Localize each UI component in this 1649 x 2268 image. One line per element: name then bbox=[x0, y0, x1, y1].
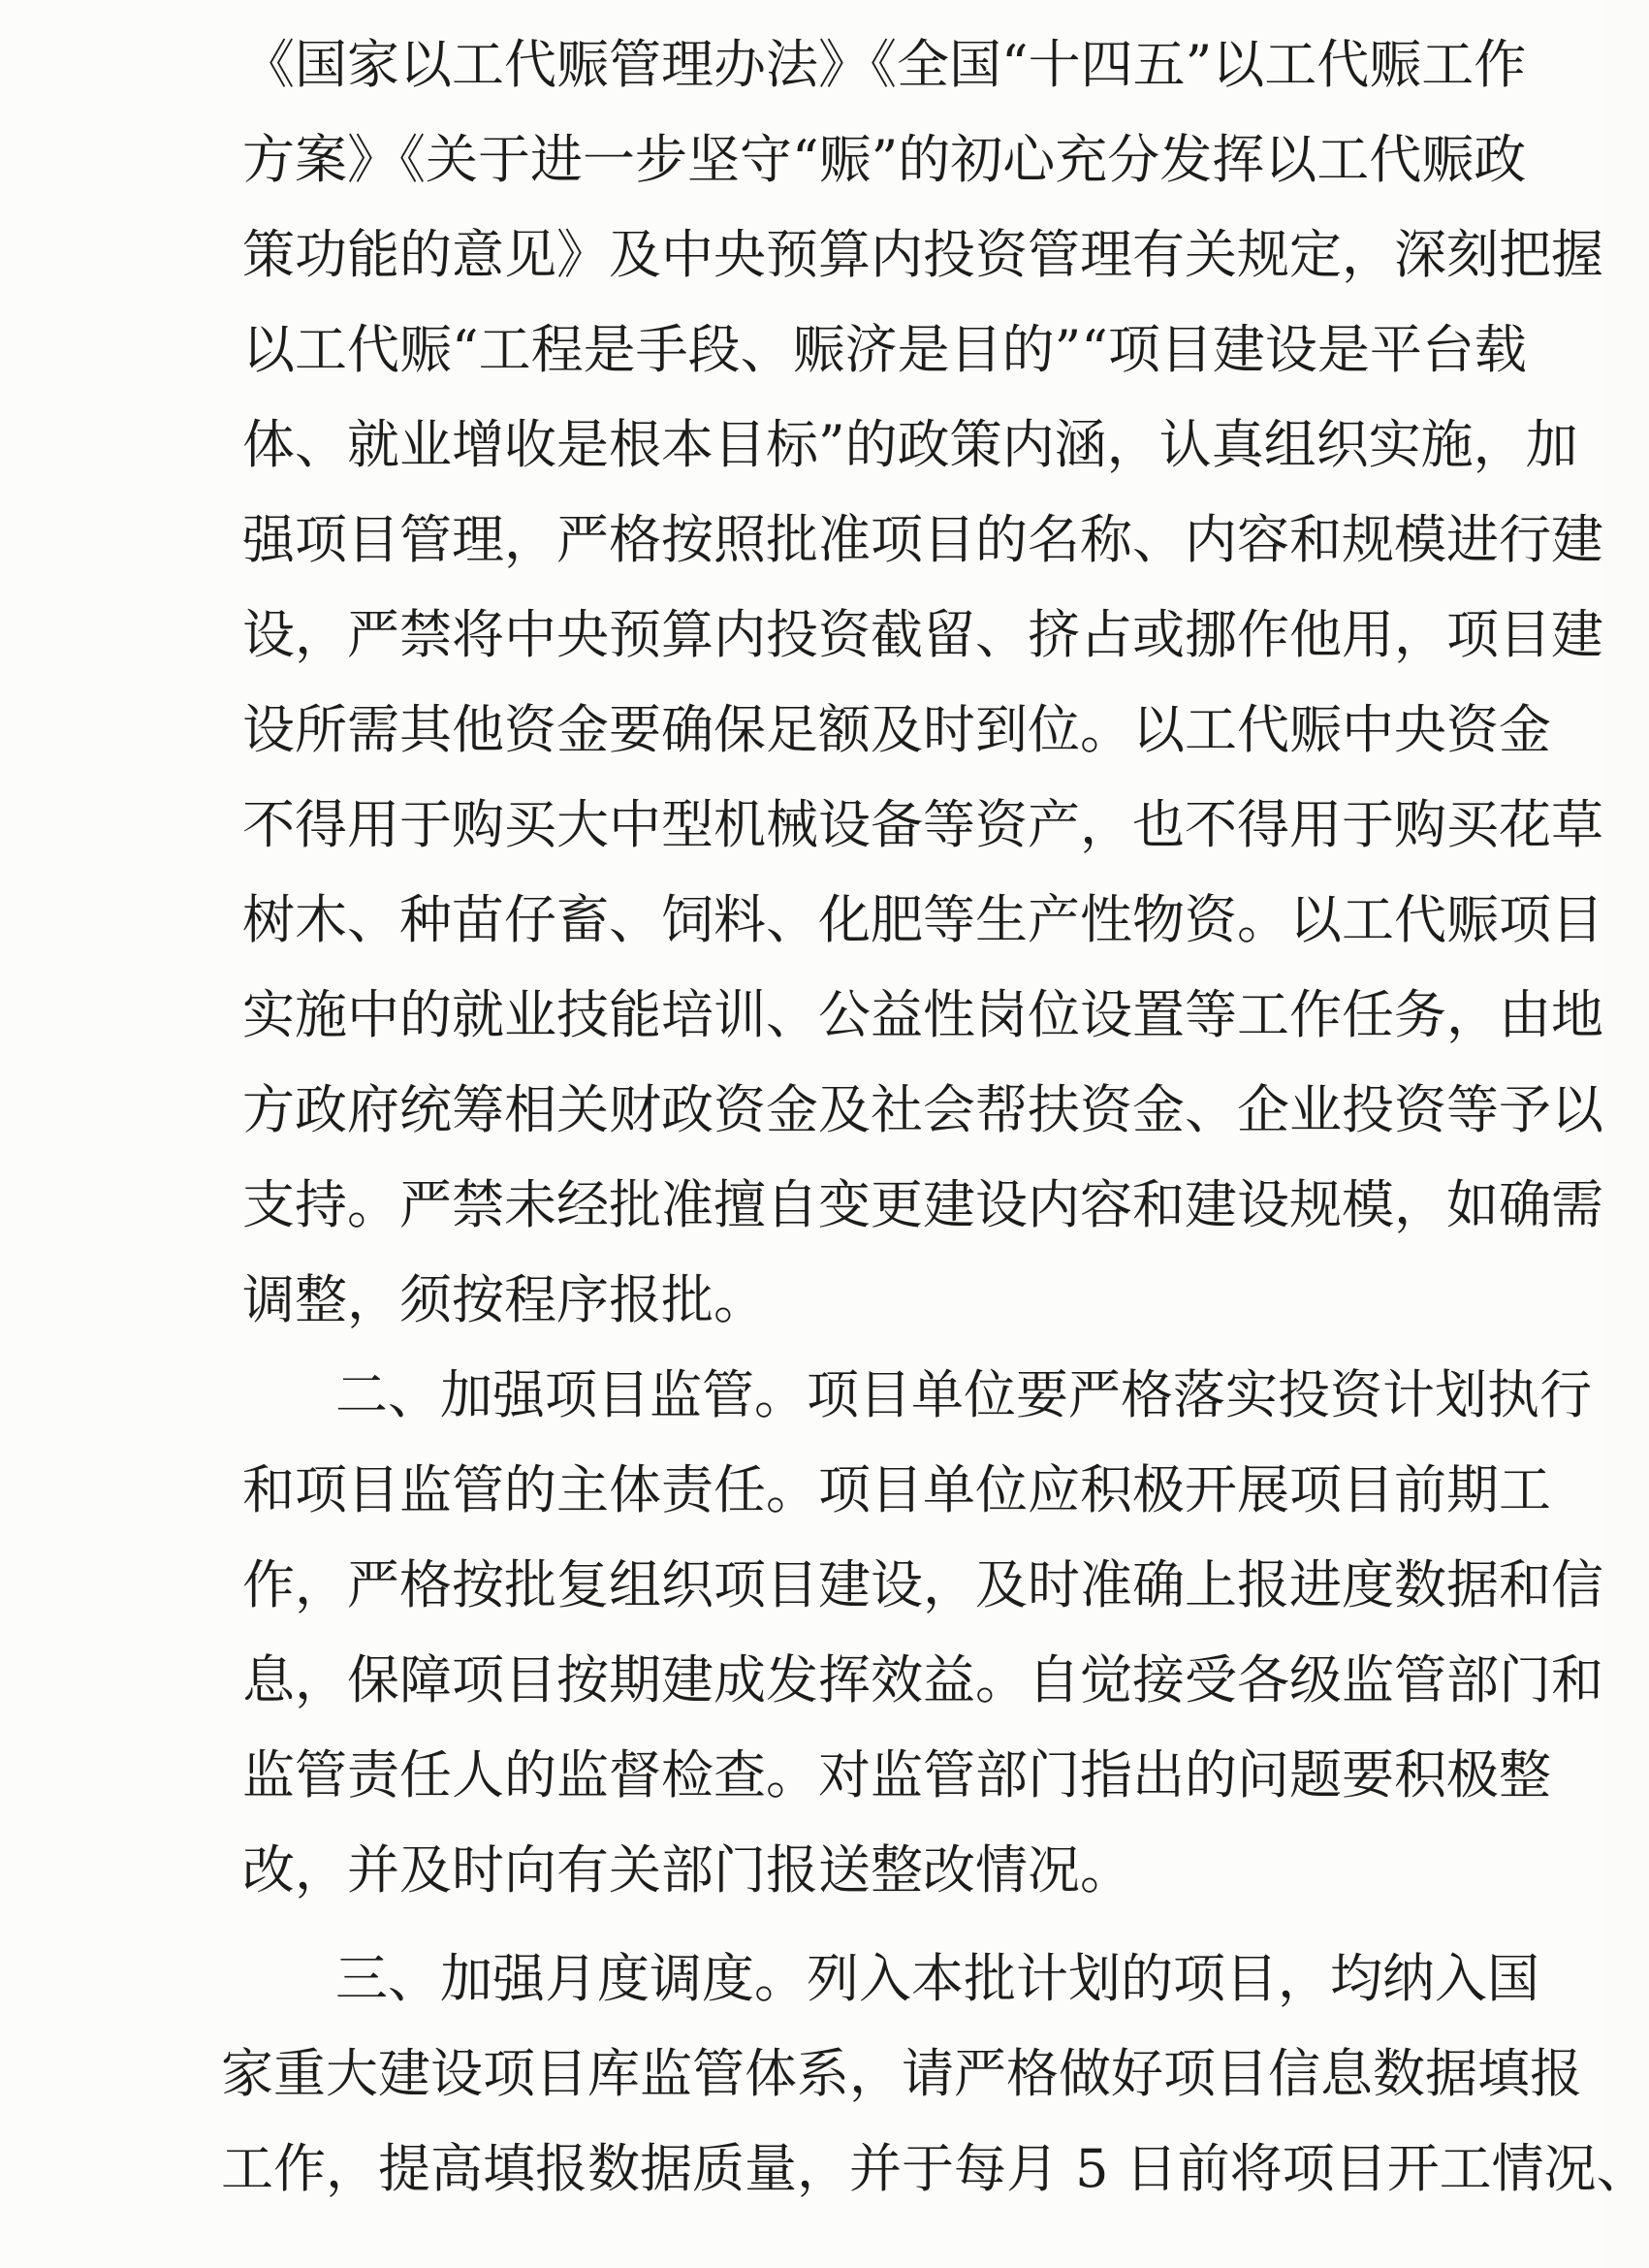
text-line: 工作，提高填报数据质量，并于每月 5 日前将项目开工情况、 bbox=[221, 2138, 1649, 2199]
text-line: 以工代赈“工程是手段、赈济是目的”“项目建设是平台载 bbox=[242, 319, 1527, 380]
text-line: 《国家以工代赈管理办法》《全国“十四五”以工代赈工作 bbox=[242, 34, 1527, 95]
text-line: 策功能的意见》及中央预算内投资管理有关规定，深刻把握 bbox=[242, 224, 1603, 285]
text-line: 息，保障项目按期建成发挥效益。自觉接受各级监管部门和 bbox=[242, 1649, 1603, 1710]
text-line: 作，严格按批复组织项目建设，及时准确上报进度数据和信 bbox=[242, 1554, 1603, 1615]
paragraph-2 bbox=[242, 1348, 1603, 1918]
text-line: 方政府统筹相关财政资金及社会帮扶资金、企业投资等予以 bbox=[242, 1079, 1603, 1140]
text-line: 实施中的就业技能培训、公益性岗位设置等工作任务，由地 bbox=[242, 984, 1603, 1045]
text-line: 调整，须按程序报批。 bbox=[242, 1269, 766, 1330]
text-line: 三、加强月度调度。列入本批计划的项目，均纳入国 bbox=[335, 1948, 1539, 2009]
paragraph-3 bbox=[221, 1932, 1649, 2217]
document-body bbox=[221, 17, 1649, 2217]
text-line: 方案》《关于进一步坚守“赈”的初心充分发挥以工代赈政 bbox=[242, 129, 1527, 190]
text-line: 二、加强项目监管。项目单位要严格落实投资计划执行 bbox=[335, 1364, 1592, 1425]
text-line: 改，并及时向有关部门报送整改情况。 bbox=[242, 1839, 1132, 1901]
text-line: 设所需其他资金要确保足额及时到位。以工代赈中央资金 bbox=[242, 699, 1551, 760]
text-line: 体、就业增收是根本目标”的政策内涵，认真组织实施，加 bbox=[242, 414, 1578, 475]
text-line: 树木、种苗仔畜、饲料、化肥等生产性物资。以工代赈项目 bbox=[242, 889, 1603, 950]
paragraph-1 bbox=[242, 17, 1603, 1348]
text-line: 不得用于购买大中型机械设备等资产，也不得用于购买花草 bbox=[242, 794, 1603, 855]
text-line: 设，严禁将中央预算内投资截留、挤占或挪作他用，项目建 bbox=[242, 604, 1603, 665]
text-line: 强项目管理，严格按照批准项目的名称、内容和规模进行建 bbox=[242, 509, 1603, 570]
text-line: 支持。严禁未经批准擅自变更建设内容和建设规模，如确需 bbox=[242, 1174, 1603, 1235]
text-line: 和项目监管的主体责任。项目单位应积极开展项目前期工 bbox=[242, 1459, 1551, 1520]
text-line: 监管责任人的监督检查。对监管部门指出的问题要积极整 bbox=[242, 1744, 1551, 1805]
text-line: 家重大建设项目库监管体系，请严格做好项目信息数据填报 bbox=[221, 2043, 1582, 2104]
